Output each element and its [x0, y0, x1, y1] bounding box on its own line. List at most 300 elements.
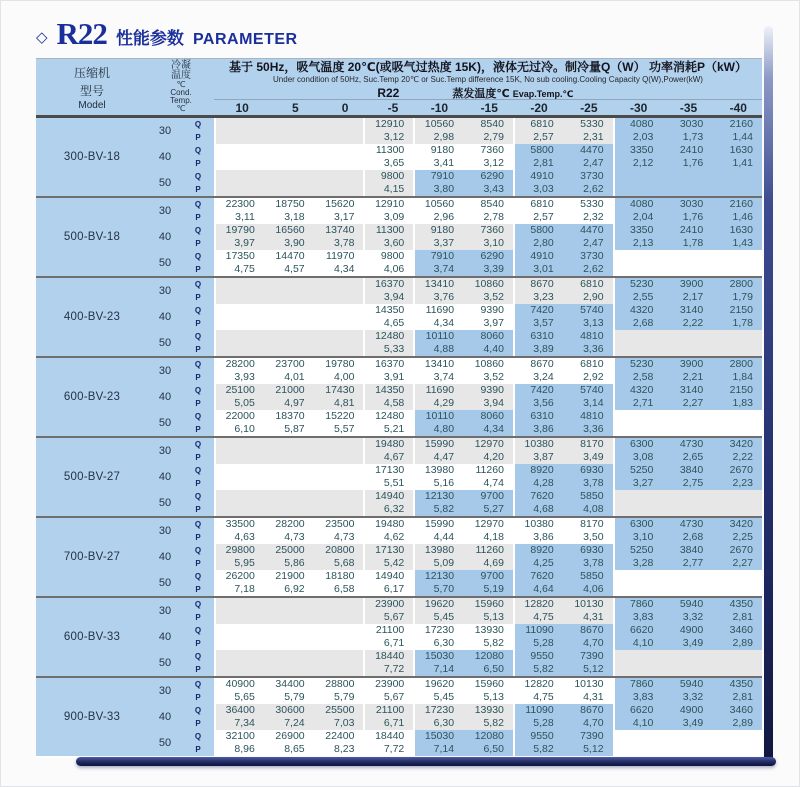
power-value: 3,65 — [363, 157, 413, 170]
power-value — [214, 291, 264, 304]
cond-label-en1: Cond. — [170, 88, 192, 97]
power-value: 2,03 — [613, 131, 663, 144]
cooling-capacity-value — [264, 144, 314, 157]
power-value: 3,37 — [413, 237, 463, 250]
cond-temp-value: 30 — [148, 198, 182, 224]
power-value: 5,45 — [413, 691, 463, 704]
cooling-capacity-value: 17350 — [214, 250, 264, 263]
cooling-capacity-value: 5330 — [563, 118, 613, 131]
power-value: 4,34 — [413, 317, 463, 330]
power-value — [264, 611, 314, 624]
cooling-capacity-value — [214, 330, 264, 343]
power-value: 5,09 — [413, 557, 463, 570]
power-value: 3,14 — [563, 397, 613, 410]
power-value — [214, 157, 264, 170]
power-value: 5,82 — [463, 637, 513, 650]
power-value: 3,43 — [463, 183, 513, 196]
power-value — [264, 157, 314, 170]
q-row-label: Q — [182, 358, 214, 371]
power-value: 2,12 — [613, 157, 663, 170]
cooling-capacity-value: 7420 — [513, 384, 563, 397]
cooling-capacity-value: 15220 — [314, 410, 364, 423]
q-row-label: Q — [182, 438, 214, 451]
power-value: 3,52 — [463, 371, 513, 384]
cond-temp-value: 50 — [148, 730, 182, 756]
model-name: 500-BV-18 — [36, 198, 148, 276]
power-value: 2,58 — [613, 371, 663, 384]
model-name: 900-BV-33 — [36, 678, 148, 756]
power-value: 4,31 — [563, 691, 613, 704]
power-value: 5,67 — [363, 691, 413, 704]
cooling-capacity-value: 6310 — [513, 330, 563, 343]
power-value: 3,56 — [513, 397, 563, 410]
cooling-capacity-value: 3460 — [712, 624, 762, 637]
power-value: 6,30 — [413, 637, 463, 650]
cooling-capacity-value: 12970 — [463, 438, 513, 451]
cooling-capacity-value: 2150 — [712, 304, 762, 317]
power-value: 4,65 — [363, 317, 413, 330]
power-value: 4,29 — [413, 397, 463, 410]
q-row-label: Q — [182, 304, 214, 317]
power-value: 2,81 — [712, 691, 762, 704]
cooling-capacity-value: 15960 — [463, 678, 513, 691]
cooling-capacity-value — [613, 570, 663, 583]
cooling-capacity-value: 5740 — [563, 384, 613, 397]
cooling-capacity-value: 12480 — [363, 410, 413, 423]
cooling-capacity-value: 5940 — [662, 678, 712, 691]
power-value — [264, 183, 314, 196]
evap-label-row — [214, 85, 762, 100]
evap-label-en: Evap.Temp.℃ — [512, 89, 574, 99]
power-value: 5,82 — [463, 717, 513, 730]
power-value: 2,92 — [563, 371, 613, 384]
cooling-capacity-value: 9700 — [463, 490, 513, 503]
cond-temp-value: 40 — [148, 224, 182, 250]
q-row-label: Q — [182, 570, 214, 583]
q-row-label: Q — [182, 278, 214, 291]
power-value: 4,88 — [413, 343, 463, 356]
q-row-label: Q — [182, 518, 214, 531]
cooling-capacity-value — [662, 410, 712, 423]
cond-temp-value: 30 — [148, 518, 182, 544]
cooling-capacity-value: 11260 — [463, 544, 513, 557]
power-value: 6,50 — [463, 663, 513, 676]
cooling-capacity-value: 5940 — [662, 598, 712, 611]
power-value — [214, 131, 264, 144]
cooling-capacity-value — [214, 170, 264, 183]
power-value — [314, 663, 364, 676]
cooling-capacity-value: 12130 — [413, 570, 463, 583]
model-name: 700-BV-27 — [36, 518, 148, 596]
cooling-capacity-value: 3840 — [662, 544, 712, 557]
cooling-capacity-value — [214, 624, 264, 637]
q-row-label: Q — [182, 118, 214, 131]
p-row-label: P — [182, 237, 214, 250]
cooling-capacity-value — [264, 170, 314, 183]
cooling-capacity-value — [214, 464, 264, 477]
power-value — [314, 317, 364, 330]
power-value: 2,04 — [613, 211, 663, 224]
power-value: 4,00 — [314, 371, 364, 384]
cooling-capacity-value: 2800 — [712, 278, 762, 291]
power-value: 1,44 — [712, 131, 762, 144]
model-label-cn1: 压缩机 — [73, 65, 110, 80]
cooling-capacity-value: 9800 — [363, 170, 413, 183]
cooling-capacity-value: 22000 — [214, 410, 264, 423]
power-value: 1,79 — [712, 291, 762, 304]
power-value: 7,18 — [214, 583, 264, 596]
cooling-capacity-value: 28200 — [214, 358, 264, 371]
right-accent-bar — [764, 26, 773, 764]
cooling-capacity-value: 11970 — [314, 250, 364, 263]
evap-temp-tick: -20 — [530, 100, 548, 115]
cooling-capacity-value: 6810 — [513, 118, 563, 131]
power-value — [264, 131, 314, 144]
power-value — [214, 183, 264, 196]
power-value: 5,13 — [463, 611, 513, 624]
model-name: 600-BV-23 — [36, 358, 148, 436]
cooling-capacity-value — [264, 598, 314, 611]
cooling-capacity-value: 28800 — [314, 678, 364, 691]
cooling-capacity-value: 8540 — [463, 118, 513, 131]
cooling-capacity-value: 3460 — [712, 704, 762, 717]
cooling-capacity-value — [314, 598, 364, 611]
power-value: 3,32 — [662, 691, 712, 704]
p-row-label: P — [182, 691, 214, 704]
cooling-capacity-value — [712, 330, 762, 343]
cooling-capacity-value: 13930 — [463, 704, 513, 717]
cooling-capacity-value: 3900 — [662, 358, 712, 371]
power-value: 4,40 — [463, 343, 513, 356]
power-value: 3,80 — [413, 183, 463, 196]
p-row-label: P — [182, 717, 214, 730]
power-value: 2,89 — [712, 637, 762, 650]
q-row-label: Q — [182, 544, 214, 557]
power-value: 7,72 — [363, 743, 413, 756]
cooling-capacity-value — [264, 624, 314, 637]
cooling-capacity-value: 8170 — [563, 518, 613, 531]
power-value: 3,12 — [363, 131, 413, 144]
power-value: 5,12 — [563, 663, 613, 676]
power-value: 4,70 — [563, 717, 613, 730]
power-value: 4,62 — [363, 531, 413, 544]
q-row-label: Q — [182, 198, 214, 211]
cooling-capacity-value — [264, 118, 314, 131]
power-value — [314, 157, 364, 170]
power-value: 4,10 — [613, 717, 663, 730]
power-value: 7,03 — [314, 717, 364, 730]
cooling-capacity-value — [314, 278, 364, 291]
cooling-capacity-value: 12080 — [463, 650, 513, 663]
p-row-label: P — [182, 637, 214, 650]
cooling-capacity-value: 14350 — [363, 384, 413, 397]
power-value: 2,81 — [712, 611, 762, 624]
power-value: 3,03 — [513, 183, 563, 196]
power-value: 4,67 — [363, 451, 413, 464]
power-value: 4,06 — [563, 583, 613, 596]
power-value: 2,98 — [413, 131, 463, 144]
cond-temp-value: 30 — [148, 278, 182, 304]
power-value: 1,78 — [712, 317, 762, 330]
model-label-cn2: 型号 — [79, 83, 104, 98]
cooling-capacity-value: 13410 — [413, 278, 463, 291]
model-name: 300-BV-18 — [36, 118, 148, 196]
power-value — [264, 343, 314, 356]
cooling-capacity-value: 9180 — [413, 224, 463, 237]
cooling-capacity-value: 1630 — [712, 144, 762, 157]
cooling-capacity-value — [662, 250, 712, 263]
cooling-capacity-value: 7420 — [513, 304, 563, 317]
power-value: 3,08 — [613, 451, 663, 464]
p-row-label: P — [182, 531, 214, 544]
power-value — [264, 637, 314, 650]
power-value: 4,74 — [463, 477, 513, 490]
cooling-capacity-value: 16560 — [264, 224, 314, 237]
cooling-capacity-value — [613, 330, 663, 343]
power-value: 3,90 — [264, 237, 314, 250]
power-value: 5,57 — [314, 423, 364, 436]
power-value — [314, 343, 364, 356]
power-value: 3,87 — [513, 451, 563, 464]
power-value: 3,36 — [563, 423, 613, 436]
power-value: 3,10 — [463, 237, 513, 250]
power-value: 3,12 — [463, 157, 513, 170]
cooling-capacity-value: 3730 — [563, 250, 613, 263]
cooling-capacity-value — [662, 330, 712, 343]
power-value: 3,39 — [463, 263, 513, 276]
cooling-capacity-value: 9550 — [513, 650, 563, 663]
power-value: 5,13 — [463, 691, 513, 704]
power-value: 7,72 — [363, 663, 413, 676]
cooling-capacity-value — [214, 598, 264, 611]
cooling-capacity-value: 4900 — [662, 624, 712, 637]
cooling-capacity-value: 4470 — [563, 144, 613, 157]
power-value: 7,34 — [214, 717, 264, 730]
power-value: 4,57 — [264, 263, 314, 276]
power-value: 3,49 — [563, 451, 613, 464]
power-value — [662, 263, 712, 276]
power-value: 6,50 — [463, 743, 513, 756]
power-value: 2,96 — [413, 211, 463, 224]
cooling-capacity-value: 34400 — [264, 678, 314, 691]
power-value: 4,20 — [463, 451, 513, 464]
power-value — [314, 291, 364, 304]
p-row-label: P — [182, 131, 214, 144]
cooling-capacity-value: 8670 — [563, 704, 613, 717]
power-value: 6,71 — [363, 637, 413, 650]
power-value: 2,23 — [712, 477, 762, 490]
power-value — [662, 663, 712, 676]
cooling-capacity-value: 2150 — [712, 384, 762, 397]
cooling-capacity-value: 3420 — [712, 438, 762, 451]
cond-temp-value: 30 — [148, 678, 182, 704]
power-value — [314, 637, 364, 650]
evap-temp-tick: -15 — [480, 100, 498, 115]
cooling-capacity-value: 7390 — [563, 730, 613, 743]
power-value — [712, 343, 762, 356]
power-value: 2,17 — [662, 291, 712, 304]
model-block — [36, 678, 762, 758]
power-value — [214, 663, 264, 676]
cooling-capacity-value: 2410 — [662, 224, 712, 237]
model-name: 500-BV-27 — [36, 438, 148, 516]
power-value: 5,87 — [264, 423, 314, 436]
cooling-capacity-value — [264, 278, 314, 291]
power-value: 5,42 — [363, 557, 413, 570]
power-value — [712, 263, 762, 276]
evap-temp-tick: 10 — [235, 100, 249, 115]
cooling-capacity-value: 7860 — [613, 678, 663, 691]
model-block — [36, 518, 762, 598]
cond-temp-value: 50 — [148, 410, 182, 436]
power-value: 3,10 — [613, 531, 663, 544]
cooling-capacity-value: 9390 — [463, 304, 513, 317]
power-value: 4,69 — [463, 557, 513, 570]
cooling-capacity-value: 10380 — [513, 518, 563, 531]
power-value: 5,95 — [214, 557, 264, 570]
cooling-capacity-value — [214, 438, 264, 451]
power-value — [264, 291, 314, 304]
power-value: 1,46 — [712, 211, 762, 224]
cond-temp-value: 50 — [148, 250, 182, 276]
cooling-capacity-value: 23700 — [264, 358, 314, 371]
cooling-capacity-value — [264, 464, 314, 477]
cooling-capacity-value: 7910 — [413, 250, 463, 263]
cooling-capacity-value — [662, 730, 712, 743]
cooling-capacity-value: 8670 — [513, 358, 563, 371]
cooling-capacity-value: 6290 — [463, 250, 513, 263]
cooling-capacity-value: 8670 — [563, 624, 613, 637]
q-row-label: Q — [182, 730, 214, 743]
power-value: 7,14 — [413, 743, 463, 756]
cooling-capacity-value: 8170 — [563, 438, 613, 451]
cooling-capacity-value: 23900 — [363, 598, 413, 611]
power-value — [214, 477, 264, 490]
power-value: 4,06 — [363, 263, 413, 276]
power-value: 5,28 — [513, 717, 563, 730]
power-value: 3,94 — [463, 397, 513, 410]
power-value: 3,78 — [563, 557, 613, 570]
power-value — [264, 317, 314, 330]
power-value: 2,25 — [712, 531, 762, 544]
cond-temp-value: 40 — [148, 384, 182, 410]
cond-temp-value: 30 — [148, 118, 182, 144]
cooling-capacity-value: 3350 — [613, 144, 663, 157]
cooling-capacity-value: 18440 — [363, 730, 413, 743]
power-value: 3,89 — [513, 343, 563, 356]
cooling-capacity-value: 15030 — [413, 650, 463, 663]
cooling-capacity-value: 10560 — [413, 118, 463, 131]
power-value: 6,17 — [363, 583, 413, 596]
parameter-table — [36, 58, 762, 758]
power-value: 5,79 — [314, 691, 364, 704]
cooling-capacity-value — [613, 410, 663, 423]
cooling-capacity-value: 10110 — [413, 410, 463, 423]
power-value: 3,23 — [513, 291, 563, 304]
power-value — [314, 611, 364, 624]
power-value — [662, 743, 712, 756]
power-value: 6,30 — [413, 717, 463, 730]
power-value: 2,27 — [712, 557, 762, 570]
cooling-capacity-value: 3420 — [712, 518, 762, 531]
power-value — [214, 343, 264, 356]
cooling-capacity-value: 4080 — [613, 118, 663, 131]
power-value — [613, 263, 663, 276]
q-row-label: Q — [182, 598, 214, 611]
cooling-capacity-value: 1630 — [712, 224, 762, 237]
cooling-capacity-value — [712, 170, 762, 183]
title-cn: 性能参数 — [115, 29, 184, 48]
cooling-capacity-value: 17230 — [413, 624, 463, 637]
power-value: 5,45 — [413, 611, 463, 624]
cooling-capacity-value: 17230 — [413, 704, 463, 717]
power-value: 4,44 — [413, 531, 463, 544]
power-value: 6,92 — [264, 583, 314, 596]
bottom-accent-bar — [76, 757, 776, 766]
cooling-capacity-value: 4910 — [513, 250, 563, 263]
power-value: 5,19 — [463, 583, 513, 596]
cooling-capacity-value: 15030 — [413, 730, 463, 743]
cooling-capacity-value: 12910 — [363, 198, 413, 211]
evap-temp-label — [413, 85, 612, 101]
p-row-label: P — [182, 291, 214, 304]
power-value — [314, 503, 364, 516]
condition-line-cn: 基于 50Hz，吸气温度 20℃(或吸气过热度 15K)，液体无过冷。制冷量Q（W） 功率消耗P（kW） — [229, 60, 747, 74]
power-value: 3,52 — [463, 291, 513, 304]
power-value: 2,90 — [563, 291, 613, 304]
cond-temp-value: 50 — [148, 330, 182, 356]
cooling-capacity-value: 6620 — [613, 704, 663, 717]
cooling-capacity-value: 4320 — [613, 304, 663, 317]
power-value: 4,28 — [513, 477, 563, 490]
cooling-capacity-value — [214, 304, 264, 317]
cooling-capacity-value: 19790 — [214, 224, 264, 237]
power-value: 2,68 — [613, 317, 663, 330]
cooling-capacity-value: 8060 — [463, 330, 513, 343]
p-row-label: P — [182, 263, 214, 276]
power-value — [264, 663, 314, 676]
power-value — [712, 183, 762, 196]
power-value: 4,75 — [214, 263, 264, 276]
power-value — [264, 503, 314, 516]
power-value — [662, 503, 712, 516]
cooling-capacity-value: 22300 — [214, 198, 264, 211]
power-value — [314, 477, 364, 490]
cooling-capacity-value: 19620 — [413, 678, 463, 691]
power-value — [314, 131, 364, 144]
power-value — [712, 423, 762, 436]
power-value: 3,50 — [563, 531, 613, 544]
cond-label-en3: ℃ — [176, 104, 186, 113]
cooling-capacity-value: 30600 — [264, 704, 314, 717]
power-value: 6,58 — [314, 583, 364, 596]
cooling-capacity-value: 13740 — [314, 224, 364, 237]
cond-temp-value: 30 — [148, 598, 182, 624]
power-value — [613, 503, 663, 516]
power-value: 3,91 — [363, 371, 413, 384]
cooling-capacity-value: 11090 — [513, 704, 563, 717]
cooling-capacity-value: 16370 — [363, 278, 413, 291]
cooling-capacity-value — [613, 650, 663, 663]
power-value: 3,74 — [413, 263, 463, 276]
cooling-capacity-value: 11690 — [413, 304, 463, 317]
cooling-capacity-value: 2160 — [712, 118, 762, 131]
cooling-capacity-value: 5850 — [563, 570, 613, 583]
cooling-capacity-value: 26200 — [214, 570, 264, 583]
cond-temp-value: 30 — [148, 358, 182, 384]
cooling-capacity-value: 3030 — [662, 198, 712, 211]
power-value: 4,18 — [463, 531, 513, 544]
